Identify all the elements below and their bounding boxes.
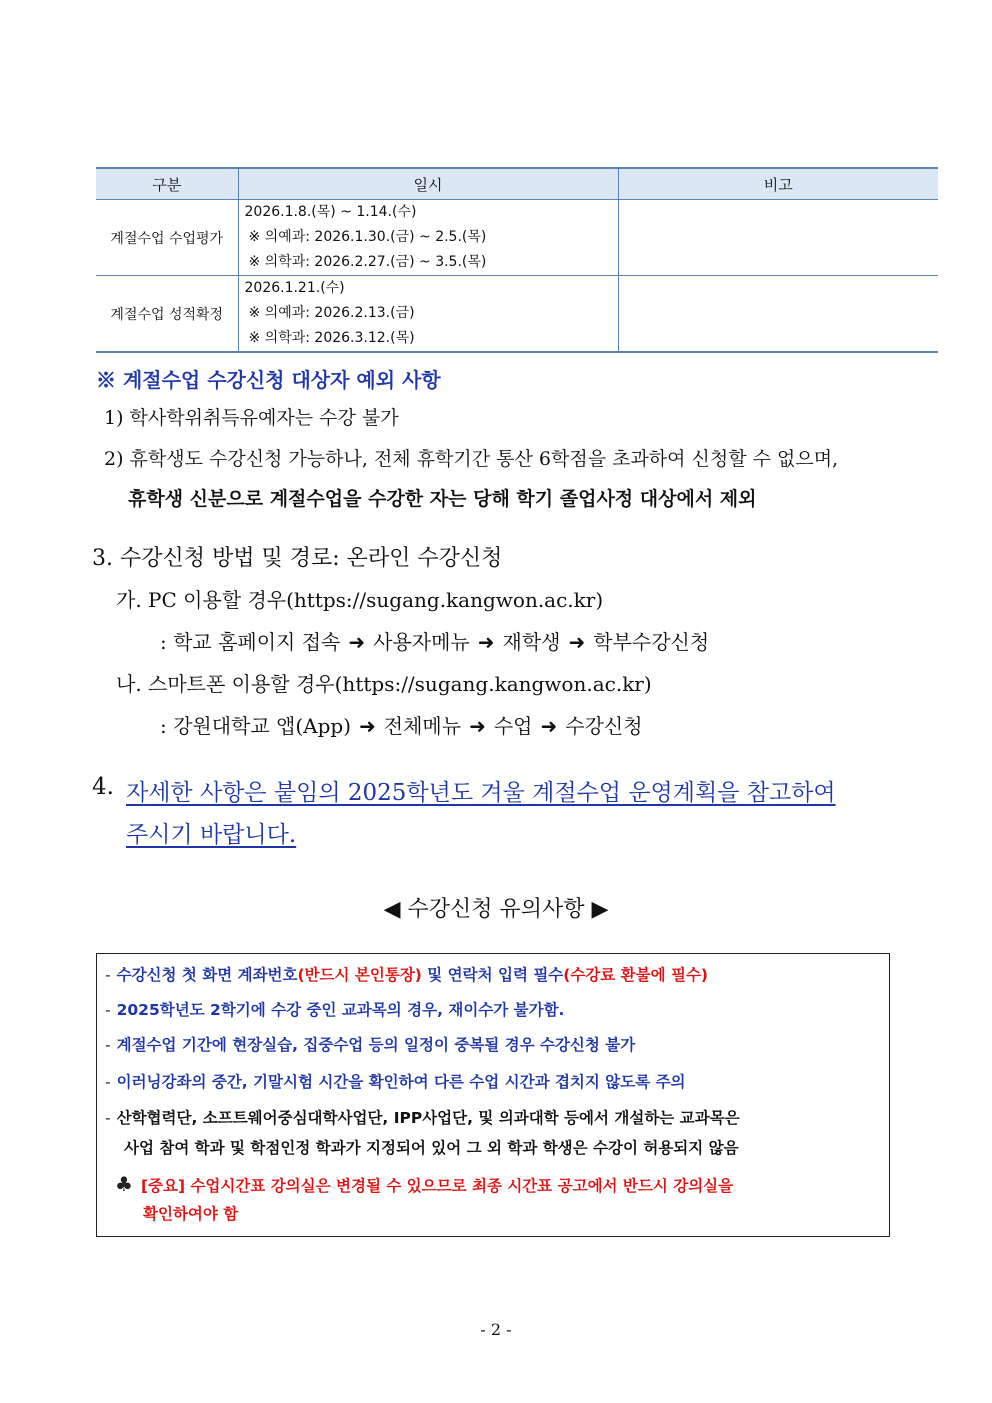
arrow-right-icon: ➜ <box>540 714 558 738</box>
date-line: 2026.1.8.(목) ~ 1.14.(수) <box>244 204 417 220</box>
mobile-method-label: 나. 스마트폰 이용할 경우(https://sugang.kangwon.ac.kr) <box>116 672 652 696</box>
notice-text: 및 연락처 입력 필수 <box>421 966 564 984</box>
notice-text: 수강신청 첫 화면 계좌번호 <box>116 966 298 984</box>
section-4-number: 4. <box>92 774 114 800</box>
notice-line-5b: 사업 참여 학과 및 학점인정 학과가 지정되어 있어 그 외 학과 학생은 수강이 허용되지 않음 <box>124 1139 739 1157</box>
exception-item-2: 2) 휴학생도 수강신청 가능하나, 전체 휴학기간 통산 6학점을 초과하여 신청할 수 없으며, <box>104 448 839 470</box>
bullet-dash: - <box>105 1036 111 1054</box>
date-line: ※ 의예과: 2026.2.13.(금) <box>248 305 415 321</box>
table-row <box>96 276 938 353</box>
path-step: 전체메뉴 <box>383 714 462 738</box>
bullet-dash: - <box>105 1073 111 1091</box>
row-note <box>618 200 938 276</box>
header-note: 비고 <box>618 168 938 200</box>
notice-text-red: [중요] 수업시간표 강의실은 변경될 수 있으므로 최종 시간표 공고에서 반드시 강의실을 <box>140 1177 734 1195</box>
club-icon: ♣ <box>115 1172 133 1196</box>
mobile-method-path <box>160 710 643 739</box>
exceptions-title: ※ 계절수업 수강신청 대상자 예외 사항 <box>96 368 441 392</box>
header-category: 구분 <box>96 168 238 200</box>
arrow-right-icon: ➜ <box>359 714 376 738</box>
arrow-right-icon: ➜ <box>568 630 586 654</box>
arrow-right-icon: ➜ <box>477 630 495 654</box>
pc-method-path <box>160 626 709 655</box>
notice-important <box>115 1172 733 1196</box>
arrow-right-icon: ➜ <box>469 714 486 738</box>
path-step: 학부수강신청 <box>593 630 710 654</box>
date-line: ※ 의학과: 2026.3.12.(목) <box>248 330 415 346</box>
path-step: 재학생 <box>502 630 561 654</box>
notice-box <box>96 953 890 1237</box>
exception-item-2-bold: 휴학생 신분으로 계절수업을 수강한 자는 당해 학기 졸업사정 대상에서 제외 <box>128 488 757 510</box>
row-dates <box>238 200 618 276</box>
bullet-dash: - <box>105 966 111 984</box>
section-4-line-1: 자세한 사항은 붙임의 2025학년도 겨울 계절수업 운영계획을 참고하여 <box>126 780 836 806</box>
exception-item-1: 1) 학사학위취득유예자는 수강 불가 <box>104 407 399 429</box>
section-4-line-2: 주시기 바랍니다. <box>126 822 297 848</box>
bullet-dash: - <box>105 1001 111 1019</box>
path-step: 사용자메뉴 <box>373 630 470 654</box>
section-3-title: 3. 수강신청 방법 및 경로: 온라인 수강신청 <box>92 546 503 571</box>
notice-line-2 <box>105 998 564 1020</box>
table-header-row <box>96 168 938 200</box>
path-step: 수강신청 <box>565 714 643 738</box>
date-line: ※ 의예과: 2026.1.30.(금) ~ 2.5.(목) <box>248 229 487 245</box>
notice-text-red: (반드시 본인통장) <box>297 966 422 984</box>
pc-method-label: 가. PC 이용할 경우(https://sugang.kangwon.ac.kr) <box>116 588 604 612</box>
notice-line-3 <box>105 1033 635 1055</box>
bullet-dash: - <box>105 1109 111 1127</box>
table-row <box>96 200 938 276</box>
notice-title: ◀ 수강신청 유의사항 ▶ <box>383 897 609 922</box>
row-category: 계절수업 수업평가 <box>96 200 238 276</box>
path-step: : 학교 홈페이지 접속 <box>160 630 341 654</box>
path-step: 수업 <box>493 714 533 738</box>
notice-line-1 <box>105 963 708 985</box>
date-line: 2026.1.21.(수) <box>244 280 345 296</box>
notice-text-red: (수강료 환불에 필수) <box>563 966 709 984</box>
header-date: 일시 <box>238 168 618 200</box>
row-dates <box>238 276 618 353</box>
date-line: ※ 의학과: 2026.2.27.(금) ~ 3.5.(목) <box>248 254 487 270</box>
notice-text: 이러닝강좌의 중간, 기말시험 시간을 확인하여 다른 수업 시간과 겹치지 않도록 주의 <box>116 1073 686 1091</box>
notice-text: 계절수업 기간에 현장실습, 집중수업 등의 일정이 중복될 경우 수강신청 불가 <box>116 1036 636 1054</box>
notice-important-b: 확인하여야 함 <box>143 1205 239 1223</box>
row-note <box>618 276 938 353</box>
notice-text: 2025학년도 2학기에 수강 중인 교과목의 경우, 재이수가 불가함. <box>116 1001 565 1019</box>
notice-line-4 <box>105 1070 686 1092</box>
row-category: 계절수업 성적확정 <box>96 276 238 353</box>
page-number: - 2 - <box>480 1320 512 1339</box>
notice-text: 산학협력단, 소프트웨어중심대학사업단, IPP사업단, 및 의과대학 등에서 개설하는 교과목은 <box>116 1109 740 1127</box>
arrow-right-icon: ➜ <box>348 630 366 654</box>
path-step: : 강원대학교 앱(App) <box>160 714 352 738</box>
notice-line-5 <box>105 1106 740 1128</box>
schedule-table <box>96 167 938 353</box>
